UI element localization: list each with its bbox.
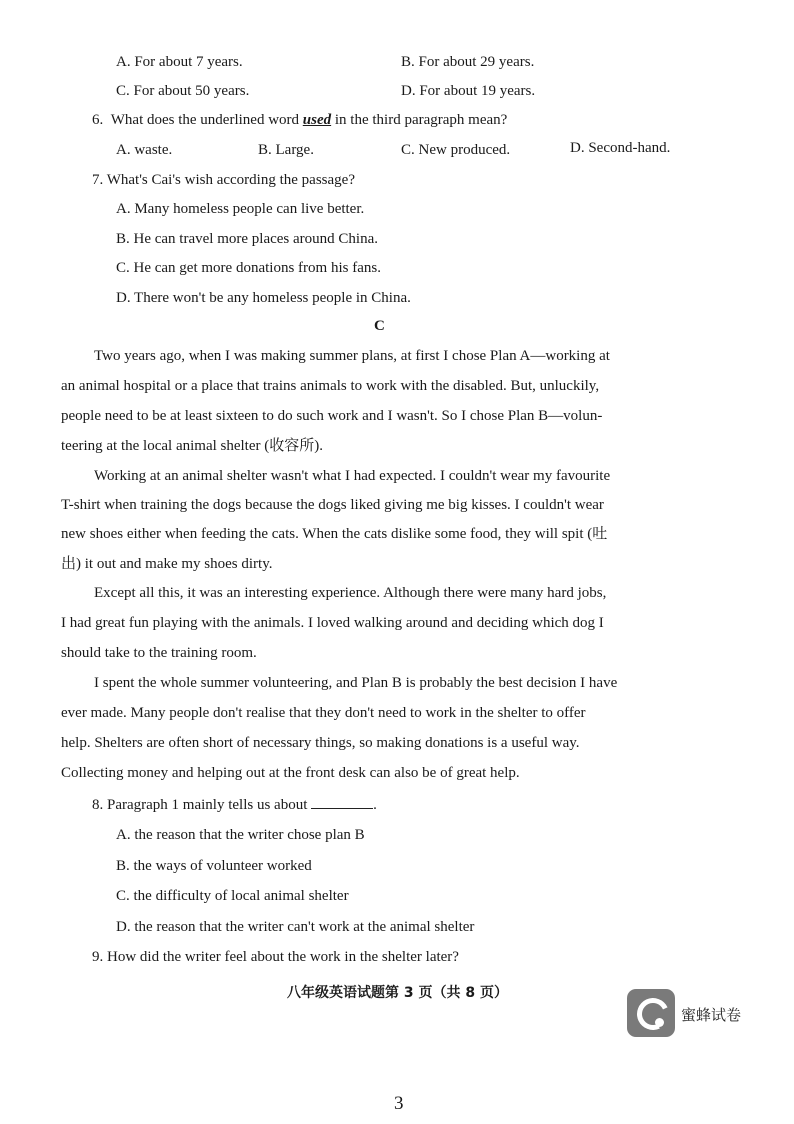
passage-line: Except all this, it was an interesting experience. Although there were many hard jobs,: [94, 585, 607, 601]
q6-option-b: B. Large.: [258, 142, 314, 158]
watermark-text: 蜜蜂试卷: [681, 1006, 742, 1024]
q9-stem: 9. How did the writer feel about the work in the shelter later?: [92, 949, 459, 965]
passage-line: should take to the training room.: [61, 645, 257, 661]
q5-option-c: C. For about 50 years.: [116, 83, 250, 99]
q8-option-c: C. the difficulty of local animal shelter: [116, 888, 349, 904]
passage-line: 出) it out and make my shoes dirty.: [61, 556, 273, 572]
q5-option-b: B. For about 29 years.: [401, 54, 535, 70]
passage-line: people need to be at least sixteen to do such work and I wasn't. So I chose Plan B—volun-: [61, 408, 603, 424]
q8-stem-end: .: [373, 797, 377, 813]
q5-option-a: A. For about 7 years.: [116, 54, 243, 70]
q8-option-b: B. the ways of volunteer worked: [116, 858, 312, 874]
answer-blank[interactable]: [311, 794, 373, 809]
passage-line: new shoes either when feeding the cats. When the cats dislike some food, they will spit (吐: [61, 526, 608, 542]
passage-line: Two years ago, when I was making summer plans, at first I chose Plan A—working at: [94, 348, 610, 364]
q6-stem: [92, 110, 507, 130]
q6-option-d: D. Second-hand.: [570, 140, 671, 156]
passage-line: help. Shelters are often short of necessary things, so making donations is a useful way.: [61, 735, 580, 751]
q6-underlined-word: used: [302, 112, 332, 128]
passage-line: T-shirt when training the dogs because the dogs liked giving me big kisses. I couldn't wear: [61, 497, 604, 513]
passage-line: an animal hospital or a place that trains animals to work with the disabled. But, unluckily,: [61, 378, 600, 394]
section-label: C: [374, 318, 385, 334]
passage-line: teering at the local animal shelter (收容所).: [61, 438, 323, 454]
q6-option-a: A. waste.: [116, 142, 173, 158]
page-footer: 八年级英语试题第 3 页（共 8 页）: [287, 985, 508, 1001]
q7-stem: 7. What's Cai's wish according the passage?: [92, 172, 355, 188]
q6-option-c: C. New produced.: [401, 142, 511, 158]
q5-option-d: D. For about 19 years.: [401, 83, 536, 99]
q6-stem-before: What does the underlined word: [110, 112, 303, 128]
passage-line: Working at an animal shelter wasn't what I had expected. I couldn't wear my favourite: [94, 468, 611, 484]
passage-line: ever made. Many people don't realise that they don't need to work in the shelter to offer: [61, 705, 586, 721]
page-number: 3: [394, 1093, 404, 1114]
q7-option-b: B. He can travel more places around China.: [116, 231, 378, 247]
q7-option-a: A. Many homeless people can live better.: [116, 201, 365, 217]
q8-option-a: A. the reason that the writer chose plan B: [116, 827, 365, 843]
passage-line: I had great fun playing with the animals. I loved walking around and deciding which dog I: [61, 615, 604, 631]
watermark-logo-icon: [627, 989, 675, 1037]
q8-stem-text: 8. Paragraph 1 mainly tells us about: [92, 797, 308, 813]
q6-stem-after: in the third paragraph mean?: [331, 112, 508, 128]
q7-option-d: D. There won't be any homeless people in China.: [116, 290, 411, 306]
q8-stem: [92, 794, 377, 815]
q6-number: 6.: [92, 112, 104, 128]
passage-line: I spent the whole summer volunteering, and Plan B is probably the best decision I have: [94, 675, 618, 691]
q8-option-d: D. the reason that the writer can't work at the animal shelter: [116, 919, 475, 935]
q7-option-c: C. He can get more donations from his fans.: [116, 260, 381, 276]
passage-line: Collecting money and helping out at the front desk can also be of great help.: [61, 765, 520, 781]
